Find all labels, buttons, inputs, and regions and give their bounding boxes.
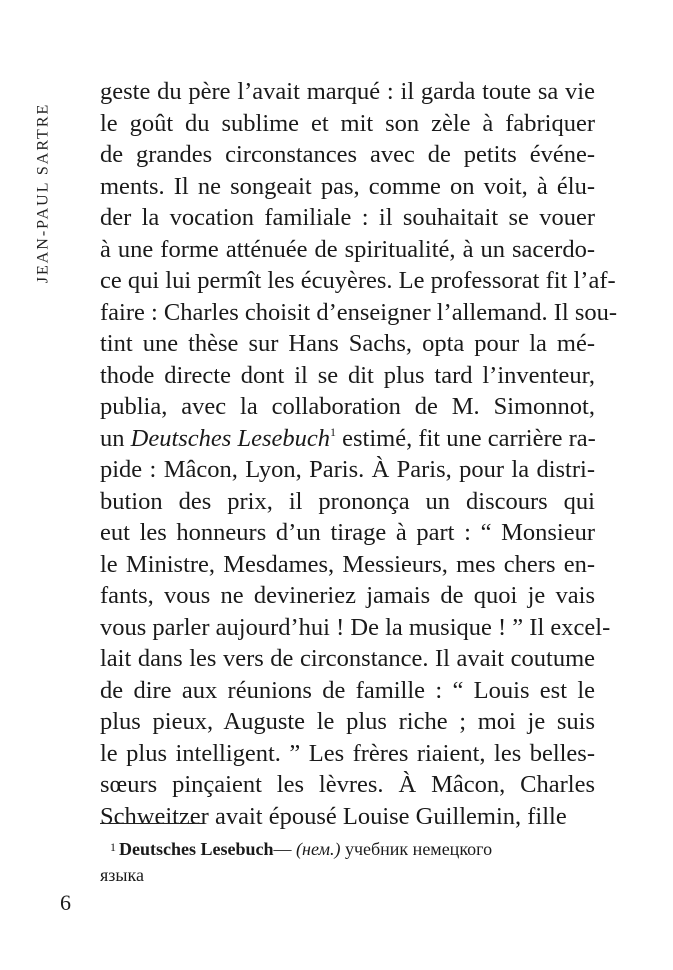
text-line: bution des prix, il prononça un discours qui — [100, 487, 595, 515]
text-line: thode directe dont il se dit plus tard l’inventeur, — [100, 361, 595, 389]
text-line: pide : Mâcon, Lyon, Paris. À Paris, pour la distri- — [100, 456, 595, 483]
text-line-with-footnote-ref — [100, 423, 595, 455]
page-number: 6 — [60, 890, 71, 915]
text-fragment: estimé, fit une carrière ra- — [335, 424, 596, 452]
text-line: faire : Charles choisit d’enseigner l’allemand. Il sou- — [100, 298, 618, 326]
footnote-ref: 1 — [329, 424, 336, 439]
footnote-divider — [100, 823, 204, 824]
running-head-text: JEAN-PAUL SARTRE — [34, 102, 52, 284]
text-line: tint une thèse sur Hans Sachs, opta pour la mé- — [100, 330, 595, 357]
text-line: plus pieux, Auguste le plus riche ; moi je suis — [100, 708, 595, 735]
text-line: ments. Il ne songeait pas, comme on voit, à élu- — [100, 172, 595, 200]
text-line: vous parler aujourd’hui ! De la musique ! ” Il excel- — [100, 613, 611, 641]
text-line: sœurs pinçaient les lèvres. À Mâcon, Charles — [100, 771, 595, 798]
text-line: geste du père l’avait marqué : il garda toute sa vie — [100, 78, 595, 105]
text-line: fants, vous ne devineriez jamais de quoi je vais — [100, 582, 595, 609]
footnote-language: (нем.) — [296, 839, 341, 859]
text-line: publia, avec la collaboration de M. Simonnot, — [100, 393, 595, 420]
footnote — [100, 836, 595, 888]
text-line: à une forme atténuée de spiritualité, à un sacerdo- — [100, 235, 595, 263]
text-line: le Ministre, Mesdames, Messieurs, mes chers en- — [100, 550, 595, 578]
text-line: eut les honneurs d’un tirage à part : “ Monsieur — [100, 519, 595, 546]
footnote-term: Deutsches Lesebuch — [119, 839, 274, 859]
footnote-line: языка — [100, 865, 144, 885]
text-line: ce qui lui permît les écuyères. Le professorat fit l’af- — [100, 267, 616, 294]
footnote-dash: — — [273, 839, 297, 859]
text-line: le plus intelligent. ” Les frères riaient, les belles- — [100, 739, 595, 767]
text-line: der la vocation familiale : il souhaitait se vouer — [100, 204, 595, 231]
running-head-author — [28, 88, 58, 298]
text-fragment: un — [100, 424, 131, 452]
text-line: de grandes circonstances avec de petits événe- — [100, 141, 595, 168]
footnote-number: 1 — [110, 840, 116, 854]
text-line: le goût du sublime et mit son zèle à fabriquer — [100, 109, 595, 137]
footnote-text: учебник немецкого — [340, 839, 493, 859]
text-line: Schweitzer avait épousé Louise Guillemin, fille — [100, 802, 567, 830]
main-text — [100, 76, 618, 832]
footnote-line — [100, 836, 595, 862]
text-line: de dire aux réunions de famille : “ Louis est le — [100, 676, 595, 704]
text-line: lait dans les vers de circonstance. Il avait coutume — [100, 645, 595, 672]
book-title-italic: Deutsches Lesebuch — [130, 424, 330, 452]
